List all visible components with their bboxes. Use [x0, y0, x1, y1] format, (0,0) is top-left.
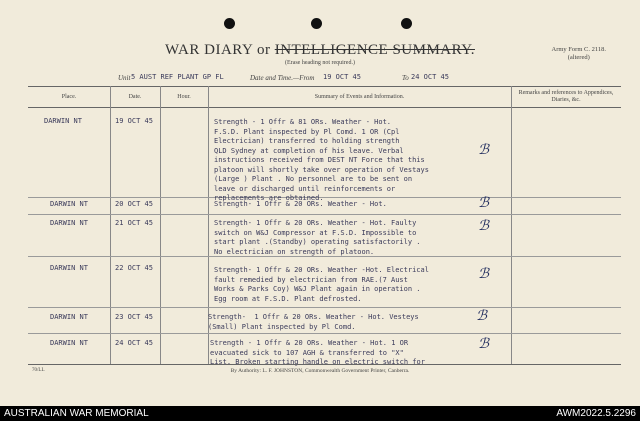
date-from-value: 19 OCT 45: [323, 73, 361, 81]
entry-summary: Strength - 1 Offr & 20 ORs. Weather - Hot. 1 OR evacuated sick to 107 AGH & transferred to "X" List. Broken starting handle on electric switch for: [210, 339, 425, 366]
header-remarks: Remarks and references to Appendices, Diaries, &c.: [518, 90, 614, 103]
unit-label: Unit: [118, 74, 131, 82]
entry-place: DARWIN NT: [50, 219, 88, 227]
row-divider: [28, 333, 621, 334]
title-war-diary: WAR DIARY or: [165, 42, 271, 58]
printer-credit: By Authority: L. F. JOHNSTON, Commonwealth Government Printer, Canberra.: [230, 368, 410, 374]
column-divider: [160, 86, 161, 364]
column-divider: [511, 86, 512, 364]
entry-summary: Strength- 1 Offr & 20 ORs. Weather - Hot. Faulty switch on W&J Compressor at F.S.D. Impossible to start plant .(Standby) operating satisfactorily . No electrician on strength of platoon.: [214, 219, 421, 256]
form-number: 70/LL: [32, 368, 45, 373]
entry-date: 20 OCT 45: [115, 200, 153, 208]
entry-summary: Strength- 1 Offr & 20 ORs. Weather - Hot. Vesteys (Small) Plant inspected by Pl Comd.: [208, 313, 419, 331]
entry-summary: Strength- 1 Offr & 20 ORs. Weather -Hot. Electrical fault remedied by electrician from RAE.(7 Aust Works & Parks Coy) W&J Plant again in operation . Egg room at F.S.D. Plant defrosted.: [214, 266, 429, 303]
archive-caption: AUSTRALIAN WAR MEMORIAL: [4, 408, 149, 419]
column-header-row: [28, 86, 621, 108]
army-form-note: (altered): [567, 54, 590, 61]
entry-summary: Strength- 1 Offr & 20 ORs. Weather - Hot.: [214, 200, 387, 208]
punch-hole: [401, 18, 412, 29]
date-to-value: 24 OCT 45: [411, 73, 449, 81]
entry-place: DARWIN NT: [50, 339, 88, 347]
entry-place: DARWIN NT: [44, 117, 82, 125]
initial-mark: ℬ: [478, 266, 490, 282]
row-divider: [28, 214, 621, 215]
army-form: [552, 46, 606, 62]
date-from-label: Date and Time.—From: [250, 74, 315, 82]
punch-hole: [311, 18, 322, 29]
army-form-number: Army Form C. 2118.: [551, 46, 606, 53]
subtitle: (Erase heading not required.): [285, 60, 355, 66]
archive-reference: AWM2022.5.2296: [556, 408, 636, 419]
initial-mark: ℬ: [478, 218, 490, 234]
entry-date: 21 OCT 45: [115, 219, 153, 227]
header-summary: Summary of Events and Information.: [314, 93, 405, 100]
entry-place: DARWIN NT: [50, 200, 88, 208]
punch-hole: [224, 18, 235, 29]
bottom-rule: [28, 364, 621, 365]
initial-mark: ℬ: [478, 336, 490, 352]
column-divider: [110, 86, 111, 364]
entry-date: 23 OCT 45: [115, 313, 153, 321]
unit-value: 5 AUST REF PLANT GP FL: [131, 73, 224, 81]
entry-date: 24 OCT 45: [115, 339, 153, 347]
header-date: Date.: [128, 93, 142, 100]
entry-date: 22 OCT 45: [115, 264, 153, 272]
row-divider: [28, 307, 621, 308]
entry-place: DARWIN NT: [50, 313, 88, 321]
initial-mark: ℬ: [478, 142, 490, 158]
date-to-label: To: [402, 74, 409, 82]
title-intelligence-summary: INTELLIGENCE SUMMARY.: [274, 42, 475, 58]
initial-mark: ℬ: [476, 308, 488, 324]
entry-summary: Strength - 1 Offr & 81 ORs. Weather - Hot. F.S.D. Plant inspected by Pl Comd. 1 OR (Cpl Electrician) transferred to holding strength QLD Sydney at completion of his leave. Verbal instructions received from DEST NT Force that this platoon will shortly take over operation of Vestays (Large ) Plant . No personnel are to be sent on leave or discharged until reinforcements or replacements are obtained.: [214, 118, 429, 202]
entry-date: 19 OCT 45: [115, 117, 153, 125]
entry-place: DARWIN NT: [50, 264, 88, 272]
header-hour: Hour.: [177, 93, 191, 100]
initial-mark: ℬ: [478, 195, 490, 211]
page-title: [0, 42, 640, 59]
header-place: Place.: [61, 93, 77, 100]
